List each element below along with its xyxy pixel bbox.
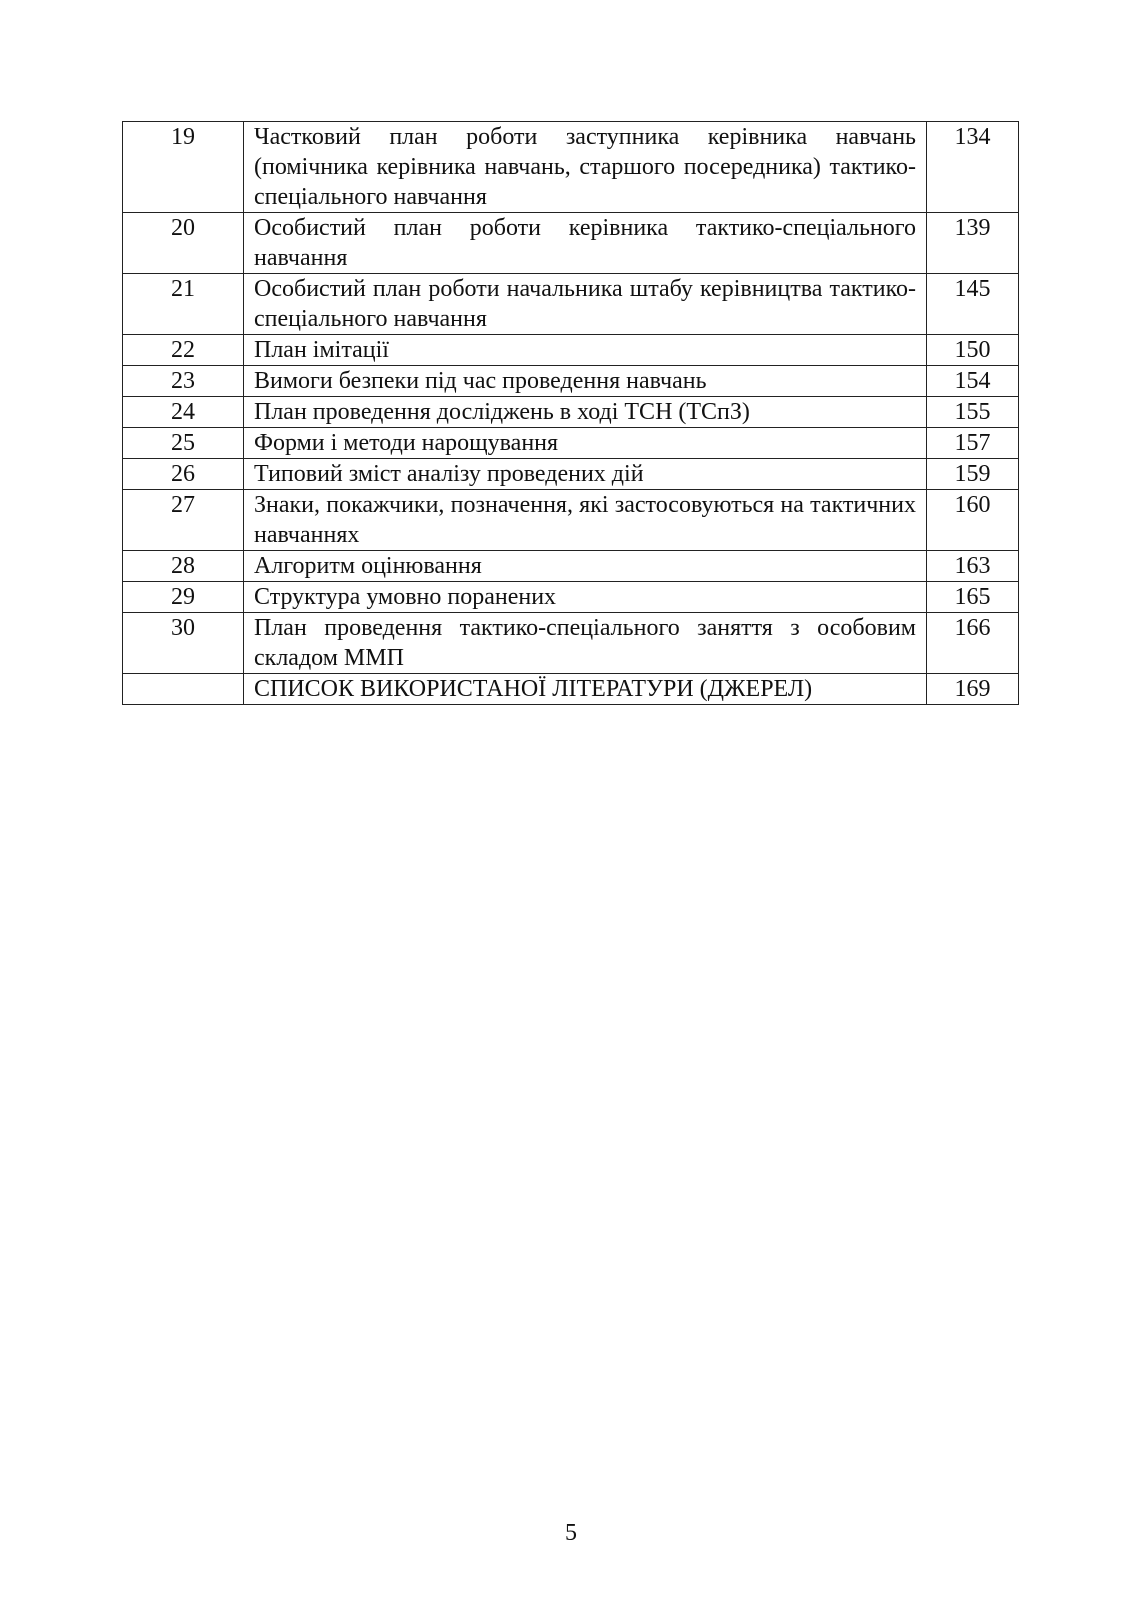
page-ref: 139 xyxy=(927,213,1019,274)
appendix-title: Типовий зміст аналізу проведених дій xyxy=(244,459,927,490)
appendix-number xyxy=(123,674,244,705)
page-ref: 166 xyxy=(927,613,1019,674)
appendix-number: 21 xyxy=(123,274,244,335)
page-ref: 154 xyxy=(927,366,1019,397)
appendix-title: Частковий план роботи заступника керівника навчань (помічника керівника навчань, старшого посередника) тактико-спеціального навчання xyxy=(244,122,927,213)
appendix-title: Вимоги безпеки під час проведення навчань xyxy=(244,366,927,397)
appendix-title: Форми і методи нарощування xyxy=(244,428,927,459)
appendix-title: План проведення досліджень в ході ТСН (ТСпЗ) xyxy=(244,397,927,428)
appendix-title: План імітації xyxy=(244,335,927,366)
appendix-number: 23 xyxy=(123,366,244,397)
appendix-number: 26 xyxy=(123,459,244,490)
page-ref: 165 xyxy=(927,582,1019,613)
table-row xyxy=(123,490,1019,551)
table-row xyxy=(123,397,1019,428)
appendix-number: 30 xyxy=(123,613,244,674)
appendix-title: Особистий план роботи начальника штабу керівництва тактико-спеціального навчання xyxy=(244,274,927,335)
page-ref: 155 xyxy=(927,397,1019,428)
appendix-number: 20 xyxy=(123,213,244,274)
table-row xyxy=(123,613,1019,674)
page-ref: 145 xyxy=(927,274,1019,335)
references-title: СПИСОК ВИКОРИСТАНОЇ ЛІТЕРАТУРИ (ДЖЕРЕЛ) xyxy=(244,674,927,705)
appendix-title: Алгоритм оцінювання xyxy=(244,551,927,582)
appendix-number: 29 xyxy=(123,582,244,613)
appendix-number: 22 xyxy=(123,335,244,366)
page-ref: 163 xyxy=(927,551,1019,582)
table-row xyxy=(123,366,1019,397)
appendix-title: План проведення тактико-спеціального заняття з особовим складом ММП xyxy=(244,613,927,674)
page-number: 5 xyxy=(565,1520,577,1546)
appendix-number: 19 xyxy=(123,122,244,213)
page-ref: 157 xyxy=(927,428,1019,459)
appendix-number: 28 xyxy=(123,551,244,582)
appendix-title: Знаки, покажчики, позначення, які застосовуються на тактичних навчаннях xyxy=(244,490,927,551)
appendix-title: Особистий план роботи керівника тактико-спеціального навчання xyxy=(244,213,927,274)
table-row xyxy=(123,551,1019,582)
table-row xyxy=(123,213,1019,274)
page-ref: 150 xyxy=(927,335,1019,366)
appendix-number: 24 xyxy=(123,397,244,428)
table-row xyxy=(123,459,1019,490)
appendix-number: 27 xyxy=(123,490,244,551)
table-row xyxy=(123,582,1019,613)
page-ref: 134 xyxy=(927,122,1019,213)
table-row xyxy=(123,428,1019,459)
page-ref: 159 xyxy=(927,459,1019,490)
table-row xyxy=(123,122,1019,213)
page-ref: 160 xyxy=(927,490,1019,551)
table-row xyxy=(123,274,1019,335)
table-row xyxy=(123,335,1019,366)
page-ref: 169 xyxy=(927,674,1019,705)
appendix-number: 25 xyxy=(123,428,244,459)
table-row xyxy=(123,674,1019,705)
appendix-title: Структура умовно поранених xyxy=(244,582,927,613)
table-of-contents xyxy=(122,121,1019,705)
